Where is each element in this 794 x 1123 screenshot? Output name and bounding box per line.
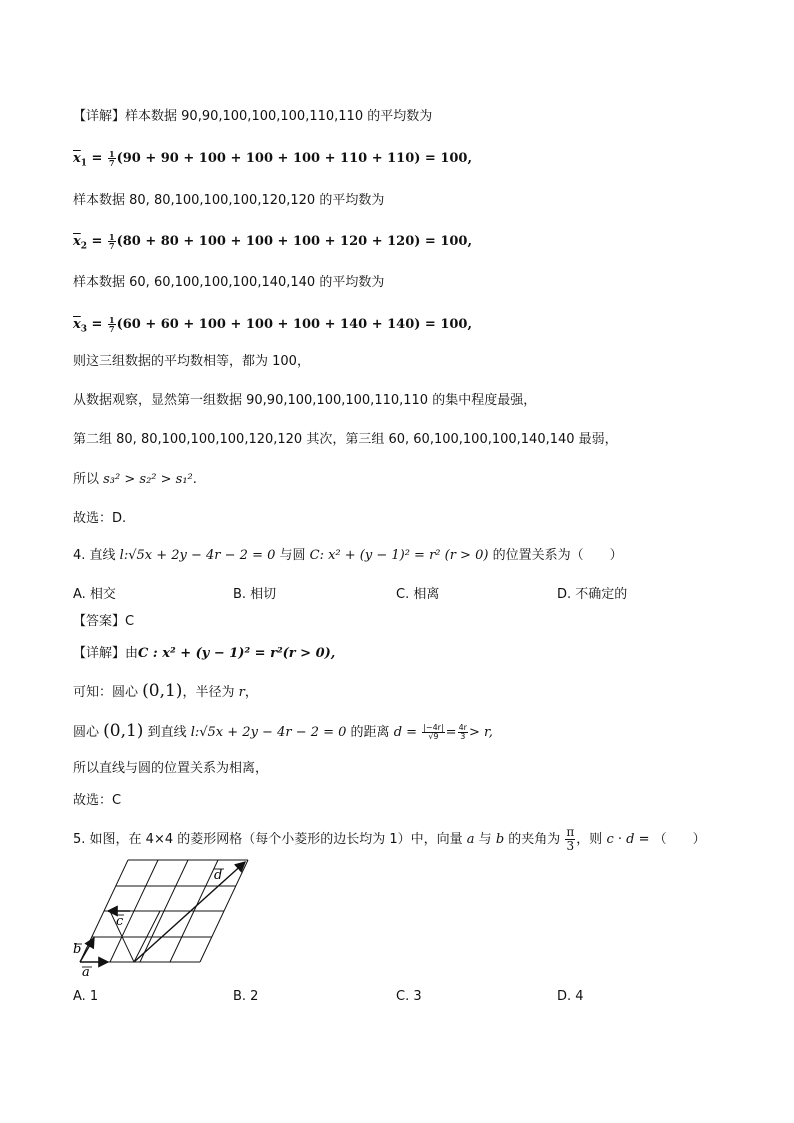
q4-answer: 【答案】C	[73, 614, 135, 629]
vector-a-symbol: a	[466, 832, 475, 847]
sample-line-3: 样本数据 60, 60,100,100,100,140,140 的平均数为	[73, 275, 385, 290]
q5-end: = （ ）	[634, 832, 706, 847]
question-5-stem	[73, 826, 706, 853]
frac-num: |−4r|	[423, 723, 444, 732]
dist-to: 到直线	[143, 725, 191, 740]
answer-choice-3: 故选：D.	[73, 511, 127, 526]
vector-c-symbol: c	[606, 832, 614, 847]
fraction-one-seventh	[108, 233, 116, 250]
label-d: d	[214, 868, 223, 883]
q4-conclusion: 所以直线与圆的位置关系为相离，	[73, 761, 269, 776]
distance-inequality: > r,	[468, 725, 493, 740]
fraction-one-seventh	[108, 150, 116, 167]
q4-option-a: A. 相交	[73, 587, 116, 602]
circle-center: (0,1)	[103, 721, 144, 741]
rhombus-grid-figure	[70, 852, 270, 982]
q5-angle-text: 的夹角为	[504, 832, 565, 847]
q4-option-d: D. 不确定的	[557, 587, 628, 602]
mean-equation-3: $\overline{x}_3$ = $\frac{1}{7}$ (60 + 60 + 100 + 100 + 100 + 140 + 140) = 100,	[73, 315, 472, 335]
observation-line: 从数据观察，显然第一组数据 90,90,100,100,100,110,110 的集中程度最强，	[73, 393, 537, 408]
equal-means-line: 则这三组数据的平均数相等，都为 100，	[73, 354, 310, 369]
label-a: a	[82, 965, 90, 980]
q4-line-equation: l:√5x + 2y − 4r − 2 = 0	[119, 548, 276, 563]
q5-option-a: A. 1	[73, 989, 99, 1004]
frac-num: 4r	[458, 723, 467, 732]
q4-suffix: 的位置关系为（ ）	[488, 548, 623, 563]
sample-line-2: 样本数据 80, 80,100,100,100,120,120 的平均数为	[73, 193, 385, 208]
comparison-line: 第二组 80, 80,100,100,100,120,120 其次，第三组 60, 60,100,100,100,140,140 最弱，	[73, 432, 618, 447]
variance-inequality: s₃² > s₂² > s₁².	[103, 472, 197, 487]
q4-detail-line	[73, 645, 335, 663]
dist-word: 的距离	[346, 725, 394, 740]
mean-sum-2: (80 + 80 + 100 + 100 + 100 + 120 + 120) = 100,	[116, 234, 472, 249]
label-b: b	[73, 942, 82, 957]
q4-circle-equation: C: x² + (y − 1)² = r² (r > 0)	[309, 548, 489, 563]
detail-intro-line	[73, 108, 432, 126]
distance-symbol: d =	[393, 725, 418, 740]
frac-den: √9	[428, 732, 439, 741]
conclusion-prefix: 所以	[73, 472, 104, 487]
q5-option-b: B. 2	[233, 989, 259, 1004]
distance-fraction-1	[422, 724, 444, 741]
q4-choose: 故选：C	[73, 793, 122, 808]
circle-center: (0,1)	[142, 681, 183, 701]
radius-symbol: r	[238, 685, 245, 700]
q5-stem-text: 5. 如图，在 4×4 的菱形网格（每个小菱形的边长均为 1）中，向量	[73, 832, 467, 847]
frac-den: 3	[566, 839, 575, 853]
q5-option-d: D. 4	[557, 989, 584, 1004]
mean-equation-1: $\overline{x}_1$ = $\frac{1}{7}$ (90 + 90 + 100 + 100 + 100 + 110 + 110) = 100,	[73, 149, 472, 169]
mean-symbol: $\overline{x}$	[73, 317, 81, 332]
frac-den: 7	[108, 324, 115, 334]
frac-num: π	[566, 825, 575, 839]
frac-num: 1	[108, 315, 115, 325]
vector-d-symbol: d	[626, 832, 635, 847]
pi-over-three	[565, 826, 575, 853]
grid-lines	[80, 860, 248, 962]
variance-conclusion	[73, 471, 197, 489]
question-4-stem	[73, 547, 623, 565]
mean-subscript: 2	[80, 241, 88, 252]
mean-subscript: 3	[80, 324, 88, 335]
q4-mid: 与圆	[275, 548, 310, 563]
q5-then: ，则	[576, 832, 607, 847]
dot-operator: ·	[613, 832, 627, 847]
frac-num: 1	[108, 149, 115, 159]
q4-distance-line	[73, 722, 493, 742]
q5-option-c: C. 3	[396, 989, 422, 1004]
mean-sum-1: (90 + 90 + 100 + 100 + 100 + 110 + 110) = 100,	[116, 151, 472, 166]
label-c: c	[116, 914, 124, 929]
frac-num: 1	[108, 232, 115, 242]
frac-den: 3	[460, 732, 466, 741]
known-prefix: 可知：圆心	[73, 685, 143, 700]
frac-den: 7	[108, 241, 115, 251]
detail-intro-text: 样本数据 90,90,100,100,100,110,110 的平均数为	[125, 109, 433, 124]
fraction-one-seventh	[108, 316, 116, 333]
vector-d-arrow	[134, 862, 245, 962]
vector-b-arrow	[80, 938, 94, 962]
circle-equation: C : x² + (y − 1)² = r²(r > 0),	[138, 646, 336, 661]
dist-prefix: 圆心	[73, 725, 104, 740]
q4-number: 4. 直线	[73, 548, 120, 563]
detail-label: 【详解】	[73, 646, 126, 661]
distance-fraction-2	[458, 724, 468, 741]
q5-and: 与	[474, 832, 496, 847]
known-mid: ，半径为	[182, 685, 239, 700]
mean-sum-3: (60 + 60 + 100 + 100 + 100 + 140 + 140) = 100,	[116, 317, 472, 332]
vector-b-symbol: b	[495, 832, 505, 847]
known-end: ，	[244, 685, 258, 700]
line-equation: l:√5x + 2y − 4r − 2 = 0	[190, 725, 347, 740]
mean-equation-2: $\overline{x}_2$ = $\frac{1}{7}$ (80 + 80 + 100 + 100 + 100 + 120 + 120) = 100,	[73, 232, 472, 252]
equals-sign: =	[445, 725, 457, 740]
q4-option-c: C. 相离	[396, 587, 440, 602]
q4-known-line	[73, 682, 258, 702]
mean-subscript: 1	[80, 158, 88, 169]
mean-symbol: $\overline{x}$	[73, 234, 81, 249]
detail-label: 【详解】	[73, 109, 126, 124]
detail-from: 由	[125, 646, 139, 661]
frac-den: 7	[108, 158, 115, 168]
mean-symbol: $\overline{x}$	[73, 151, 81, 166]
q4-option-b: B. 相切	[233, 587, 277, 602]
